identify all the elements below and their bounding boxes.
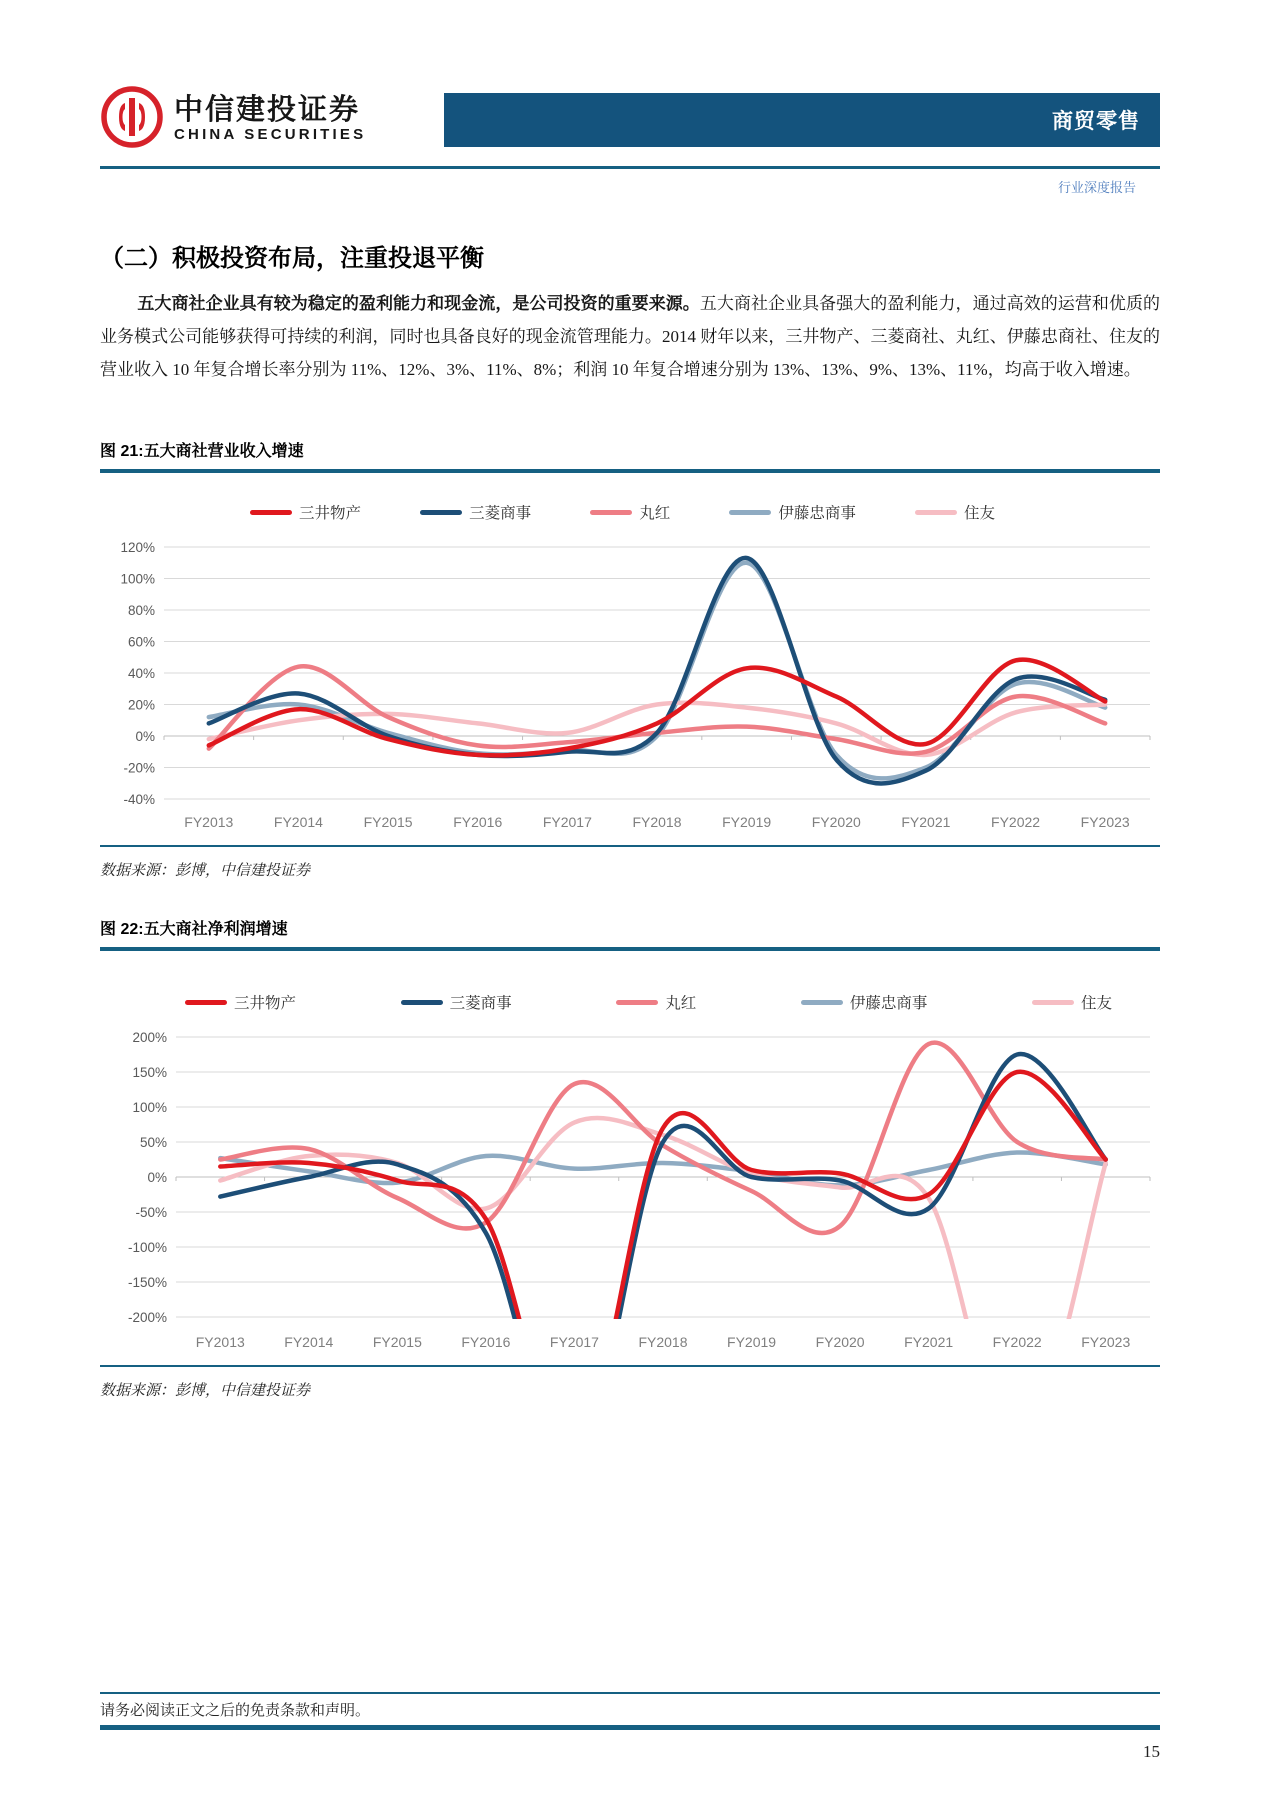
x-axis-tick-label: FY2016: [461, 1334, 511, 1351]
series-line-三菱商事: [220, 1054, 1105, 1359]
legend-item: [1032, 991, 1112, 1013]
series-line-三菱商事: [209, 558, 1105, 784]
series-line-住友: [220, 1118, 1105, 1359]
legend-swatch-icon: [616, 1000, 658, 1005]
y-axis-tick-label: 150%: [132, 1065, 167, 1081]
y-axis-tick-label: 50%: [139, 1135, 167, 1151]
disclaimer-text: 请务必阅读正文之后的免责条款和声明。: [100, 1703, 371, 1719]
x-axis-tick-label: FY2013: [184, 814, 234, 831]
y-axis-tick-label: -20%: [123, 760, 155, 776]
x-axis-tick-label: FY2020: [811, 814, 861, 831]
legend-label: 丸红: [665, 995, 697, 1013]
y-axis-tick-label: 40%: [127, 666, 155, 682]
figure-21-title: 图 21:五大商社营业收入增速: [100, 443, 304, 461]
legend-label: 三井物产: [234, 995, 297, 1013]
citic-logo-icon: [100, 85, 164, 154]
legend-item: [590, 501, 670, 523]
page-footer: [100, 1692, 1160, 1762]
x-axis-tick-label: FY2018: [632, 814, 682, 831]
brand-name-en: CHINA SECURITIES: [174, 126, 367, 144]
legend-item: [915, 501, 995, 523]
legend-swatch-icon: [185, 1000, 227, 1005]
legend-label: 住友: [1080, 995, 1112, 1013]
x-axis-tick-label: FY2016: [453, 814, 503, 831]
y-axis-tick-label: 80%: [127, 603, 155, 619]
x-axis-tick-label: FY2014: [284, 1334, 334, 1351]
industry-banner: 商贸零售: [444, 93, 1160, 147]
y-axis-tick-label: 0%: [147, 1170, 167, 1186]
figure-21-title-rule: [100, 469, 1160, 473]
footer-rule-top: [100, 1692, 1160, 1694]
paragraph-lead-bold: 五大商社企业具有较为稳定的盈利能力和现金流，是公司投资的重要来源。: [137, 294, 700, 313]
x-axis-tick-label: FY2015: [363, 814, 413, 831]
header-divider: [100, 166, 1160, 169]
legend-label: 丸红: [639, 505, 671, 523]
series-line-三井物产: [220, 1072, 1105, 1359]
x-axis-tick-label: FY2021: [901, 814, 951, 831]
x-axis-tick-label: FY2017: [542, 814, 592, 831]
page-number: 15: [1143, 1742, 1160, 1761]
legend-item: [185, 991, 296, 1013]
figure-22-legend: [185, 991, 1112, 1013]
figure-22-bottom-rule: [100, 1365, 1160, 1367]
x-axis-tick-label: FY2014: [273, 814, 323, 831]
x-axis-tick-label: FY2019: [722, 814, 772, 831]
y-axis-tick-label: -40%: [123, 792, 155, 808]
figure-21-block: [100, 438, 1160, 880]
y-axis-tick-label: 60%: [127, 634, 155, 650]
footer-rule-bottom: [100, 1725, 1160, 1730]
series-line-三井物产: [209, 660, 1105, 756]
x-axis-tick-label: FY2015: [372, 1334, 422, 1351]
y-axis-tick-label: -50%: [135, 1205, 167, 1221]
legend-label: 住友: [963, 505, 995, 523]
x-axis-tick-label: FY2013: [195, 1334, 245, 1351]
figure-21-bottom-rule: [100, 845, 1160, 847]
legend-item: [401, 991, 512, 1013]
figure-22-title: 图 22:五大商社净利润增速: [100, 921, 288, 939]
y-axis-tick-label: 100%: [120, 571, 155, 587]
figure-22-chart: [100, 1023, 1160, 1359]
x-axis-tick-label: FY2017: [549, 1334, 599, 1351]
figure-21-source: 数据来源：彭博，中信建投证券: [100, 863, 311, 880]
legend-item: [250, 501, 361, 523]
legend-swatch-icon: [590, 510, 632, 515]
legend-swatch-icon: [420, 510, 462, 515]
legend-item: [729, 501, 856, 523]
y-axis-tick-label: -200%: [127, 1310, 167, 1326]
x-axis-tick-label: FY2020: [815, 1334, 865, 1351]
y-axis-tick-label: 0%: [135, 729, 155, 745]
body-paragraph: [100, 287, 1160, 386]
x-axis-tick-label: FY2018: [638, 1334, 688, 1351]
x-axis-tick-label: FY2019: [727, 1334, 777, 1351]
brand-text: [174, 95, 366, 145]
legend-swatch-icon: [401, 1000, 443, 1005]
y-axis-tick-label: 20%: [127, 697, 155, 713]
section-heading: （二）积极投资布局，注重投退平衡: [100, 246, 484, 272]
figure-21-chart: [100, 533, 1160, 839]
legend-item: [616, 991, 696, 1013]
legend-label: 三菱商事: [469, 505, 532, 523]
legend-label: 三井物产: [299, 505, 362, 523]
y-axis-tick-label: 100%: [132, 1100, 167, 1116]
legend-label: 三菱商事: [449, 995, 512, 1013]
figure-22-source: 数据来源：彭博，中信建投证券: [100, 1383, 311, 1400]
series-line-伊藤忠商事: [209, 563, 1105, 779]
figure-22-block: [100, 916, 1160, 1400]
page-header: [100, 85, 1160, 154]
legend-item: [801, 991, 928, 1013]
legend-swatch-icon: [729, 510, 771, 515]
x-axis-tick-label: FY2023: [1081, 1334, 1131, 1351]
x-axis-tick-label: FY2022: [991, 814, 1041, 831]
legend-swatch-icon: [915, 510, 957, 515]
figure-22-title-rule: [100, 947, 1160, 951]
brand-name-cn: 中信建投证券: [174, 93, 361, 126]
legend-label: 伊藤忠商事: [778, 505, 856, 523]
paragraph-rest: 五大商社企业具备强大的盈利能力，通过高效的运营和优质的业务模式公司能够获得可持续的利润，同时也具备良好的现金流管理能力。2014 财年以来，三井物产、三菱商社、丸红、伊藤忠商社、住友的营业收入 10 年复合增长率分别为 11%、12%、3%、11%、8%；利润 10 年复合增速分别为 13%、13%、9%、13%、11%，均高于收入增速。: [100, 294, 1161, 380]
y-axis-tick-label: -150%: [127, 1275, 167, 1291]
x-axis-tick-label: FY2021: [904, 1334, 954, 1351]
company-logo: [100, 85, 366, 154]
y-axis-tick-label: -100%: [127, 1240, 167, 1256]
x-axis-tick-label: FY2022: [992, 1334, 1042, 1351]
legend-swatch-icon: [801, 1000, 843, 1005]
legend-swatch-icon: [250, 510, 292, 515]
legend-label: 伊藤忠商事: [849, 995, 928, 1013]
legend-item: [420, 501, 531, 523]
y-axis-tick-label: 200%: [132, 1030, 167, 1046]
legend-swatch-icon: [1032, 1000, 1074, 1005]
report-type-label: 行业深度报告: [1057, 180, 1136, 195]
x-axis-tick-label: FY2023: [1080, 814, 1130, 831]
series-line-丸红: [220, 1043, 1105, 1233]
figure-21-legend: [250, 501, 995, 523]
y-axis-tick-label: 120%: [120, 540, 155, 556]
